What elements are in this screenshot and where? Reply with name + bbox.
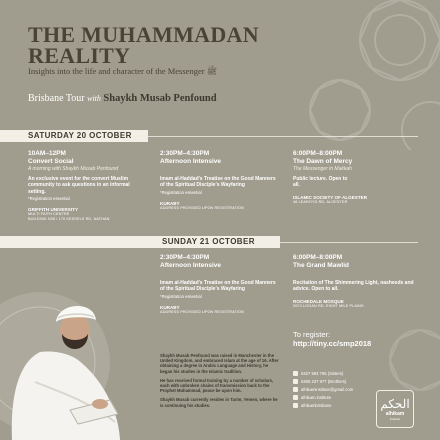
- registration-info: [293, 330, 423, 348]
- event-time: 6:00PM–8:00PM: [293, 254, 343, 261]
- event-afternoon-intensive-sat: [160, 150, 278, 211]
- event-venue: ROCHEDALE MOSQUE: [293, 298, 344, 304]
- tour-prefix: Brisbane Tour: [28, 93, 85, 104]
- event-note: *Registration essential: [28, 195, 70, 201]
- tour-heading: [28, 93, 217, 104]
- event-venue: GRIFFITH UNIVERSITY: [28, 206, 79, 212]
- event-description: Imam al-Haddad's Treatise on the Good Manners of the Spiritual Disciple's Wayfaring: [160, 280, 276, 293]
- event-description: Public lecture. Open to all.: [293, 176, 348, 189]
- event-venue: KURABY: [160, 200, 180, 206]
- speaker-photo: [0, 282, 155, 440]
- bio-paragraph: Shaykh Musab Penfound was raised in Manchester in the United Kingdom, and embraced Islam at the age of 16. After obtaining a degree in Arabic Language and History, he began his studies in the Islamic tradition.: [160, 353, 279, 374]
- day-heading-sunday: SUNDAY 21 OCTOBER: [0, 236, 280, 248]
- event-address: 48 LEAROYD RD, ALGESTER: [293, 200, 348, 205]
- contact-item[interactable]: [293, 377, 393, 385]
- contact-text: 0427 593 765 (Sisters): [301, 370, 344, 376]
- day-heading-saturday: SATURDAY 20 OCTOBER: [0, 130, 148, 142]
- event-name: The Grand Mawlid: [293, 262, 349, 269]
- tour-with: with: [87, 94, 101, 103]
- event-time: 10AM–12PM: [28, 150, 66, 157]
- event-description: An exclusive event for the convert Muslim community to ask questions in an informal setting.: [28, 176, 130, 195]
- event-tagline: The Messenger in Makkah: [293, 166, 352, 172]
- event-name: Afternoon Intensive: [160, 158, 222, 165]
- geometric-pattern-decoration: [280, 0, 440, 150]
- tour-speaker: Shaykh Musab Penfound: [103, 93, 217, 104]
- page-subtitle: Insights into the life and character of the Messenger ﷺ: [28, 66, 217, 76]
- event-convert-social: [28, 150, 148, 222]
- event-address-2: BUILDING N35 / 170 KESSELS RD, NATHAN: [28, 217, 110, 222]
- event-grand-mawlid: [293, 254, 418, 309]
- event-name: The Dawn of Mercy: [293, 158, 353, 165]
- event-venue: KURABY: [160, 304, 180, 310]
- speaker-bio: [160, 353, 280, 412]
- contact-text: alhikaminstitute@gmail.com: [301, 386, 354, 392]
- event-address: ADDRESS PROVIDED UPON REGISTRATION: [160, 206, 244, 211]
- web-icon: [293, 395, 298, 400]
- email-icon: [293, 387, 298, 392]
- alhikam-logo: [376, 390, 414, 428]
- event-tagline: A morning with Shaykh Musab Penfound: [28, 166, 119, 172]
- register-label: To register:: [293, 330, 331, 339]
- logo-subtext: institute: [389, 417, 401, 421]
- event-description: Imam al-Haddad's Treatise on the Good Manners of the Spiritual Disciple's Wayfaring: [160, 176, 276, 189]
- event-address: ADDRESS PROVIDED UPON REGISTRATION: [160, 310, 244, 315]
- register-link[interactable]: http://tiny.cc/smp2018: [293, 339, 372, 348]
- event-name: Afternoon Intensive: [160, 262, 222, 269]
- event-dawn-of-mercy: [293, 150, 418, 205]
- contact-text: alhikam.institute: [301, 394, 332, 400]
- event-time: 2:30PM–4:30PM: [160, 150, 210, 157]
- logo-arabic: الحكم: [380, 397, 410, 411]
- facebook-icon: [293, 403, 298, 408]
- phone-icon: [293, 379, 298, 384]
- page-title: THE MUHAMMADAN REALITY: [28, 22, 259, 68]
- event-note: *Registration essential: [160, 293, 202, 299]
- event-description: Recitation of The Shimmering Light, nasheeds and advice. Open to all.: [293, 280, 414, 293]
- day-divider: [280, 242, 418, 243]
- event-address: 2674 LOGAN RD, EIGHT MILE PLAINS: [293, 304, 364, 309]
- event-time: 2:30PM–4:30PM: [160, 254, 210, 261]
- day-divider: [148, 136, 418, 137]
- event-name: Convert Social: [28, 158, 74, 165]
- contact-text: alhikambrisbane: [301, 402, 332, 408]
- event-venue: ISLAMIC SOCIETY OF ALGESTER: [293, 194, 368, 200]
- bio-paragraph: He has received formal training by a number of scholars, each with unbroken chains of transmission back to the Prophet Muhammad, peace be upon him.: [160, 377, 274, 394]
- event-note: *Registration essential: [160, 189, 202, 195]
- logo-text: alhikam: [385, 411, 405, 417]
- phone-icon: [293, 371, 298, 376]
- event-time: 6:00PM–8:00PM: [293, 150, 343, 157]
- contact-item[interactable]: [293, 369, 393, 377]
- event-address: MULTI FAITH CENTRE: [28, 212, 70, 217]
- bio-paragraph: Shaykh Musab currently resides in Tarim, Yemen, where he is continuing his studies.: [160, 397, 278, 408]
- contact-text: 0406 237 977 (Brothers): [301, 378, 347, 384]
- event-afternoon-intensive-sun: [160, 254, 278, 315]
